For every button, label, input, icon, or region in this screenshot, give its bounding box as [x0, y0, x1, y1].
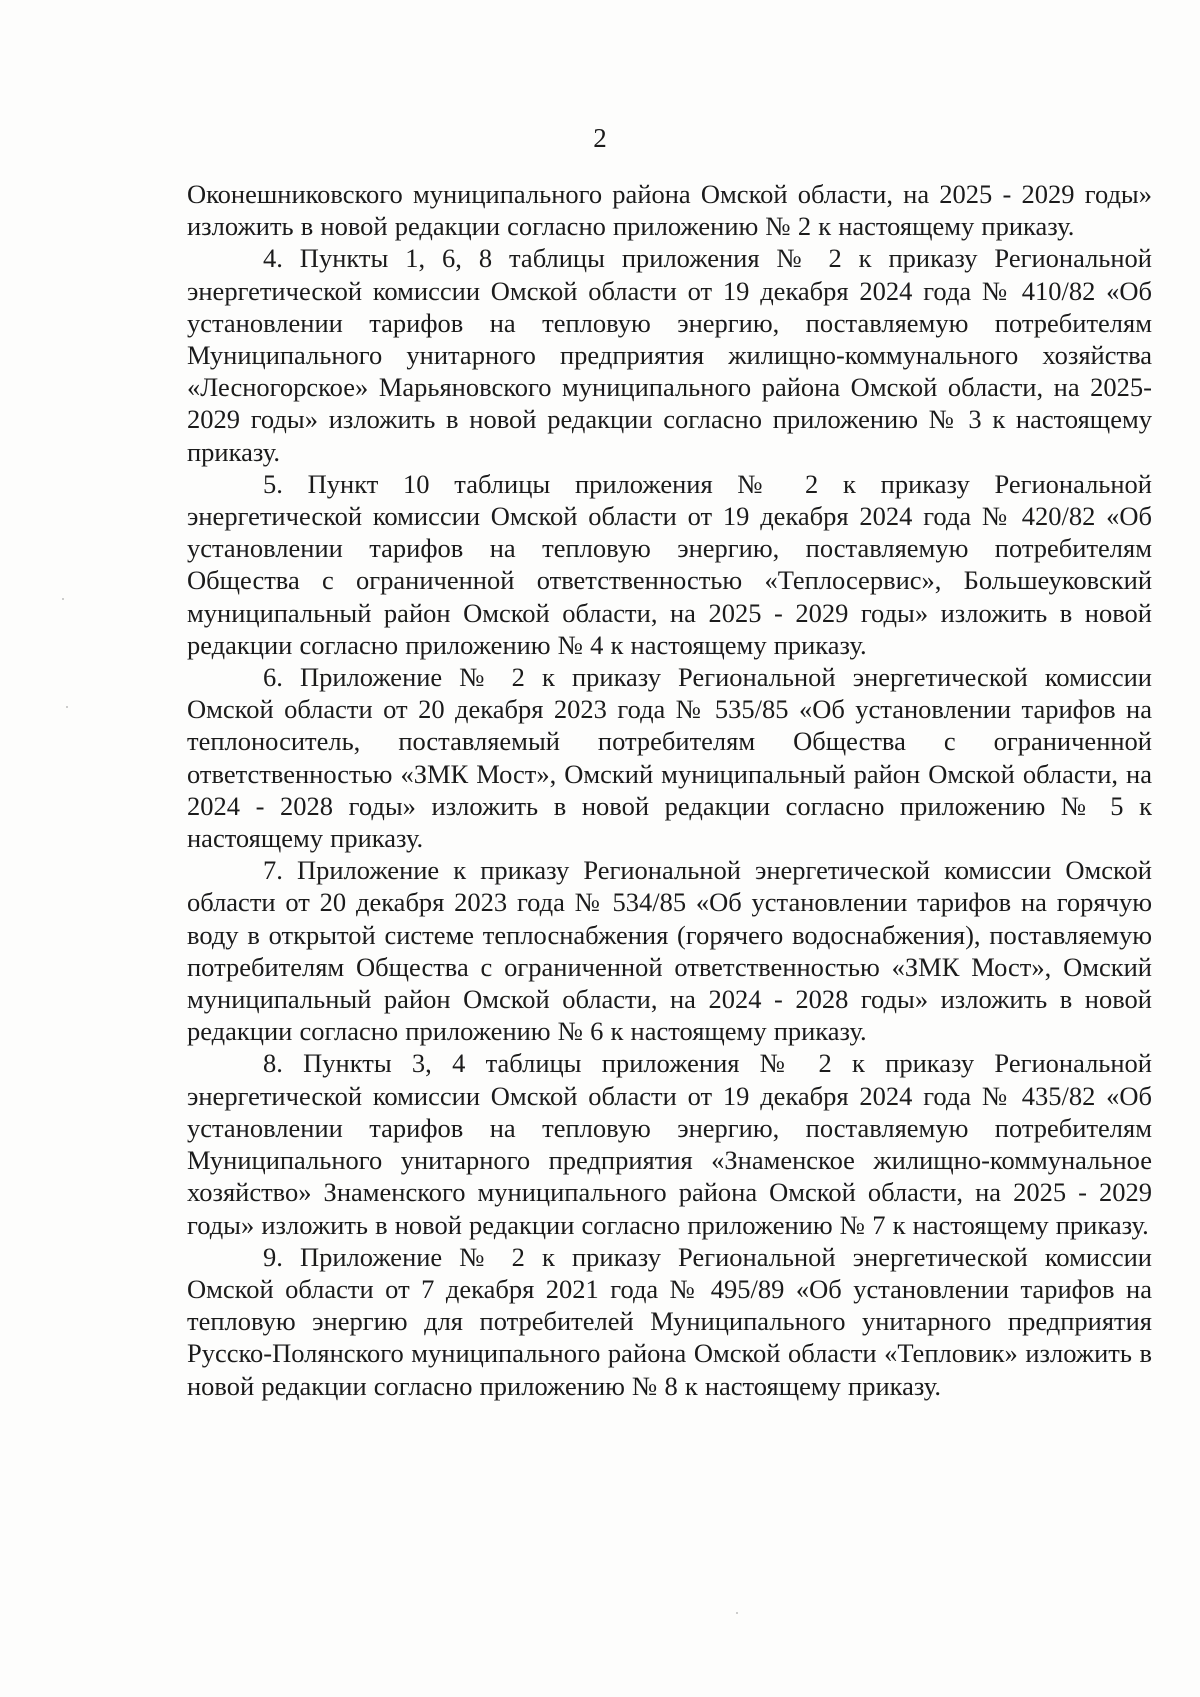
scan-speck	[62, 598, 64, 600]
paragraph-item-6: 6. Приложение № 2 к приказу Региональной энергетической комиссии Омской области от 20 декабря 2023 года № 535/85 «Об установлении тарифов на теплоноситель, поставляемый потребителям Общества с ограниченной ответственностью «ЗМК Мост», Омский муниципальный район Омской области, на 2024 - 2028 годы» изложить в новой редакции согласно приложению № 5 к настоящему приказу.	[187, 662, 1152, 854]
paragraph-item-4: 4. Пункты 1, 6, 8 таблицы приложения № 2 к приказу Региональной энергетической комиссии Омской области от 19 декабря 2024 года № 410/82 «Об установлении тарифов на тепловую энергию, поставляемую потребителям Муниципального унитарного предприятия жилищно-коммунального хозяйства «Лесногорское» Марьяновского муниципального района Омской области, на 2025-2029 годы» изложить в новой редакции согласно приложению № 3 к настоящему приказу.	[187, 243, 1152, 467]
paragraph-item-8: 8. Пункты 3, 4 таблицы приложения № 2 к приказу Региональной энергетической комиссии Омской области от 19 декабря 2024 года № 435/82 «Об установлении тарифов на тепловую энергию, поставляемую потребителям Муниципального унитарного предприятия «Знаменское жилищно-коммунальное хозяйство» Знаменского муниципального района Омской области, на 2025 - 2029 годы» изложить в новой редакции согласно приложению № 7 к настоящему приказу.	[187, 1048, 1152, 1240]
page-number: 2	[593, 123, 607, 153]
paragraph-continuation: Оконешниковского муниципального района Омской области, на 2025 - 2029 годы» изложить в новой редакции согласно приложению № 2 к настоящему приказу.	[187, 179, 1152, 242]
paragraph-item-9: 9. Приложение № 2 к приказу Региональной энергетической комиссии Омской области от 7 декабря 2021 года № 495/89 «Об установлении тарифов на тепловую энергию для потребителей Муниципального унитарного предприятия Русско-Полянского муниципального района Омской области «Тепловик» изложить в новой редакции согласно приложению № 8 к настоящему приказу.	[187, 1241, 1152, 1401]
scan-speck	[736, 1612, 738, 1614]
scan-speck	[66, 706, 68, 708]
paragraph-item-5: 5. Пункт 10 таблицы приложения № 2 к приказу Региональной энергетической комиссии Омской области от 19 декабря 2024 года № 420/82 «Об установлении тарифов на тепловую энергию, поставляемую потребителям Общества с ограниченной ответственностью «Теплосервис», Большеуковский муниципальный район Омской области, на 2025 - 2029 годы» изложить в новой редакции согласно приложению № 4 к настоящему приказу.	[187, 468, 1152, 660]
document-body	[187, 178, 1152, 1402]
paragraph-item-7: 7. Приложение к приказу Региональной энергетической комиссии Омской области от 20 декабря 2023 года № 534/85 «Об установлении тарифов на горячую воду в открытой системе теплоснабжения (горячего водоснабжения), поставляемую потребителям Общества с ограниченной ответственностью «ЗМК Мост», Омский муниципальный район Омской области, на 2024 - 2028 годы» изложить в новой редакции согласно приложению № 6 к настоящему приказу.	[187, 855, 1152, 1047]
